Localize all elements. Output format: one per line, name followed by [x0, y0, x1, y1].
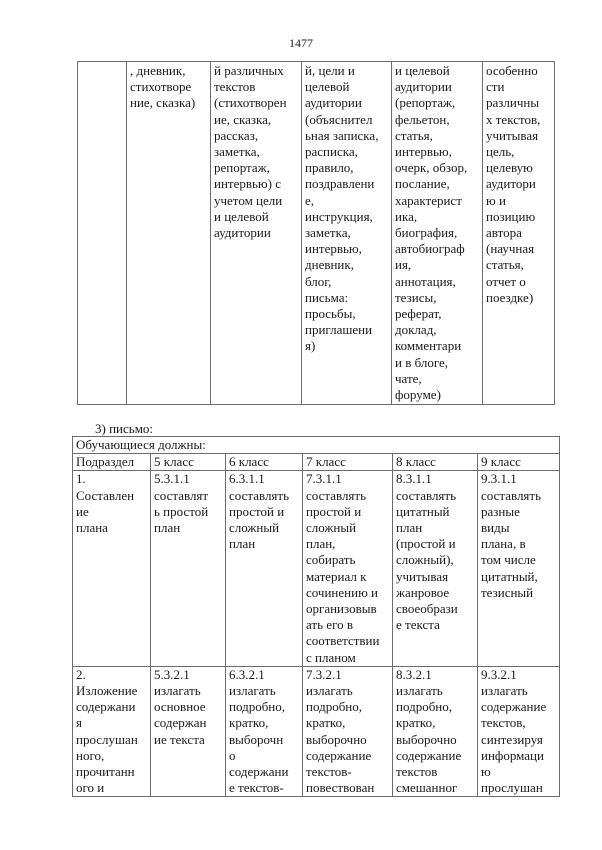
table-cell: 8.3.2.1 излагать подробно, кратко, выборочно содержание текстов смешанног [393, 666, 478, 797]
table-cell: 1. Составлен ие плана [73, 471, 151, 666]
table-header-row [73, 454, 560, 471]
header-subsection: Подраздел [73, 454, 151, 471]
table-cell: й, цели и целевой аудитории (объяснител ьная записка, расписка, правило, поздравлени е, инструкция, заметка, интервью, дневник, блог, письма: просьбы, приглашени я) [302, 62, 392, 405]
table-caption: Обучающиеся должны: [73, 437, 560, 454]
table-cell: , дневник, стихотворе ние, сказка) [127, 62, 211, 405]
continued-table [77, 61, 555, 405]
table-cell: 7.3.2.1 излагать подробно, кратко, выборочно содержание текстов- повествован [303, 666, 393, 797]
table-cell: 6.3.1.1 составлять простой и сложный план [226, 471, 303, 666]
table-cell: 8.3.1.1 составлять цитатный план (простой и сложный), учитывая жанровое своеобрази е текста [393, 471, 478, 666]
table-cell: 7.3.1.1 составлять простой и сложный план, собирать материал к сочинению и организовыв ать его в соответствии с планом [303, 471, 393, 666]
header-grade-9: 9 класс [478, 454, 560, 471]
table-cell: 9.3.2.1 излагать содержание текстов, синтезируя информаци ю прослушан [478, 666, 560, 797]
page-number: 1477 [289, 36, 313, 50]
table-cell: особенно сти различны х текстов, учитывая цель, целевую аудитори ю и позицию автора (научная статья, отчет о поездке) [483, 62, 555, 405]
table-row [78, 62, 555, 405]
table-cell: 5.3.2.1 излагать основное содержан ие текста [151, 666, 226, 797]
writing-table [72, 436, 560, 797]
header-grade-6: 6 класс [226, 454, 303, 471]
table-cell: 5.3.1.1 составлят ь простой план [151, 471, 226, 666]
table-row [73, 471, 560, 666]
table-row [73, 666, 560, 797]
table-cell: 9.3.1.1 составлять разные виды плана, в том числе цитатный, тезисный [478, 471, 560, 666]
header-grade-8: 8 класс [393, 454, 478, 471]
header-grade-5: 5 класс [151, 454, 226, 471]
table-cell: 2. Изложение содержани я прослушан ного, прочитанн ого и [73, 666, 151, 797]
table-cell: 6.3.2.1 излагать подробно, кратко, выборочн о содержани е текстов- [226, 666, 303, 797]
table-cell: и целевой аудитории (репортаж, фельетон, статья, интервью, очерк, обзор, послание, характерист ика, биография, автобиограф ия, аннотация, тезисы, реферат, доклад, комментари и в блоге, чате, форуме) [392, 62, 483, 405]
table-caption-row [73, 437, 560, 454]
table-cell [78, 62, 127, 405]
table-cell: й различных текстов (стихотворен ие, сказка, рассказ, заметка, репортаж, интервью) с учетом цели и целевой аудитории [211, 62, 302, 405]
section-label: 3) письмо: [95, 421, 154, 436]
header-grade-7: 7 класс [303, 454, 393, 471]
